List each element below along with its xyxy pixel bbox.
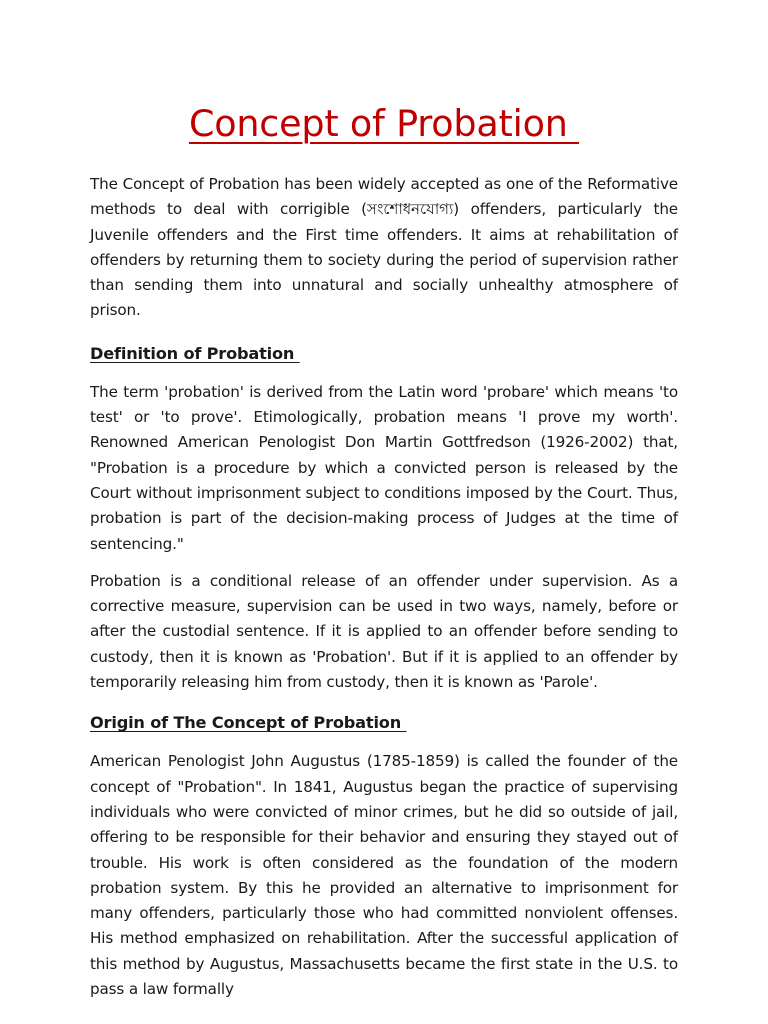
document-title: Concept of Probation	[188, 102, 580, 145]
definition-paragraph-2: Probation is a conditional release of an offender under supervision. As a corrective measure, supervision can be used in two ways, namely, before or after the custodial sentence. If it is applied to an offender before sending to custody, then it is known as 'Probation'. But if it is applied to an offender by temporarily releasing him from custody, then it is known as 'Parole'.	[90, 571, 678, 692]
definition-paragraph-1: The term 'probation' is derived from the Latin word 'probare' which means 'to test' or 'to prove'. Etimologically, probation means 'I prove my worth'. Renowned American Penologist Don Martin Gottfredson (1926-2002) that, "Probation is a procedure by which a convicted person is released by the Court without imprisonment subject to conditions imposed by the Court. Thus, probation is part of the decision-making process of Judges at the time of sentencing."	[90, 382, 678, 553]
origin-paragraph-1: American Penologist John Augustus (1785-1859) is called the founder of the concept of "Probation". In 1841, Augustus began the practice of supervising individuals who were convicted of minor crimes, but he did so outside of jail, offering to be responsible for their behavior and ensuring they stayed out of trouble. His work is often considered as the foundation of the modern probation system. By this he provided an alternative to imprisonment for many offenders, particularly those who had committed nonviolent offenses. His method emphasized on rehabilitation. After the successful application of this method by Augustus, Massachusetts became the first state in the U.S. to pass a law formally	[90, 752, 678, 999]
section-heading-origin: Origin of The Concept of Probation	[90, 713, 407, 733]
section-heading-definition: Definition of Probation	[90, 343, 300, 363]
intro-paragraph: The Concept of Probation has been widely accepted as one of the Reformative methods to deal with corrigible (সংশোধনযোগ্য) offenders, particularly the Juvenile offenders and the First time offenders. It aims at rehabilitation of offenders by returning them to society during the period of supervision rather than sending them into unnatural and socially unhealthy atmosphere of prison.	[90, 175, 678, 320]
document-page	[90, 98, 678, 1002]
